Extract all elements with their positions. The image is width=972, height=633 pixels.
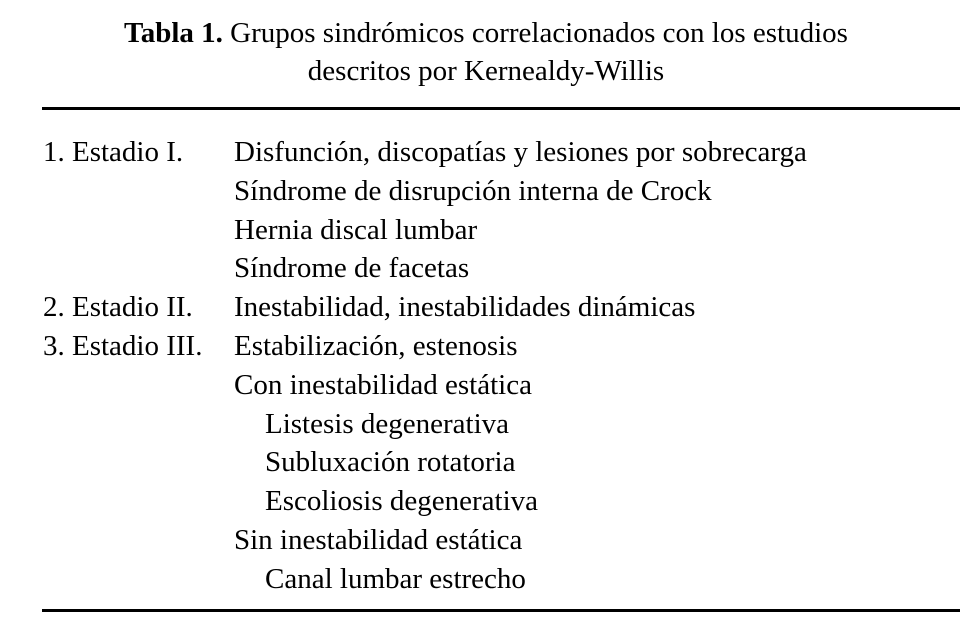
row-description-indented: Subluxación rotatoria <box>265 446 516 479</box>
table-row <box>43 405 943 444</box>
caption-line-2: descritos por Kernealdy-Willis <box>307 55 665 87</box>
row-description: Síndrome de facetas <box>234 252 470 285</box>
table-row <box>43 366 943 405</box>
table-row <box>43 443 943 482</box>
table-row <box>43 560 943 599</box>
row-description: Síndrome de disrupción interna de Crock <box>234 174 712 207</box>
row-description-indented: Escoliosis degenerativa <box>265 485 538 518</box>
row-description: Inestabilidad, inestabilidades dinámicas <box>234 291 696 324</box>
row-description: Sin inestabilidad estática <box>234 523 523 556</box>
row-description-indented: Canal lumbar estrecho <box>265 562 526 595</box>
caption-label: Tabla 1. <box>124 17 223 49</box>
table-row <box>43 288 943 327</box>
table-caption <box>0 14 972 90</box>
row-description: Con inestabilidad estática <box>234 368 532 401</box>
table-row <box>43 172 943 211</box>
table-row <box>43 521 943 560</box>
bottom-rule <box>42 609 960 612</box>
stage-label: 3. Estadio III. <box>43 329 203 362</box>
table-body <box>43 133 943 599</box>
caption-line-1 <box>0 14 972 52</box>
stage-label: 1. Estadio I. <box>43 136 184 168</box>
stage-label: 2. Estadio II. <box>43 291 193 324</box>
row-description: Disfunción, discopatías y lesiones por sobrecarga <box>234 136 807 168</box>
row-description-indented: Listesis degenerativa <box>265 407 509 440</box>
caption-title-part-1: Grupos sindrómicos correlacionados con los estudios <box>222 17 848 49</box>
row-description: Estabilización, estenosis <box>234 329 518 362</box>
table-row <box>43 211 943 250</box>
table-row <box>43 249 943 288</box>
table-row <box>43 482 943 521</box>
top-rule <box>42 107 960 110</box>
table-row <box>43 327 943 366</box>
table-row <box>43 133 943 172</box>
row-description: Hernia discal lumbar <box>234 213 478 246</box>
